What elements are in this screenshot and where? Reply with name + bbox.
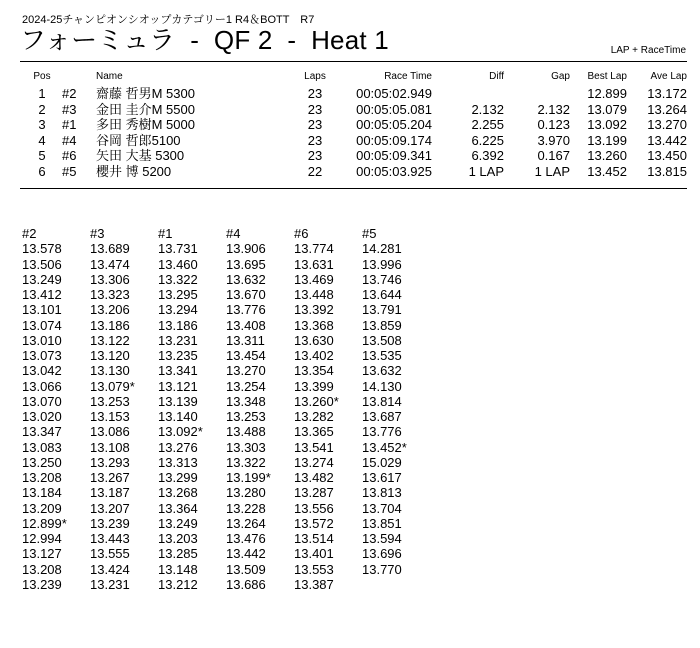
lap-time: 13.535 <box>362 348 402 363</box>
lap-time: 13.322 <box>158 271 198 287</box>
result-best-lap: 13.452 <box>587 163 627 179</box>
lap-time: 13.341 <box>158 363 198 379</box>
table-row <box>22 117 687 133</box>
result-number: #1 <box>62 117 77 133</box>
result-number: #3 <box>62 101 77 117</box>
lap-time: 13.295 <box>158 287 198 302</box>
result-gap: 0.123 <box>537 117 570 133</box>
lap-time: 13.368 <box>294 317 334 333</box>
result-name: 金田 圭介M 5500 <box>96 101 195 117</box>
lap-time: 13.253 <box>90 393 130 409</box>
lap-time: 13.791 <box>362 302 402 318</box>
lap-column-header: #5 <box>362 226 377 241</box>
lap-time: 13.083 <box>22 439 62 455</box>
result-race-time: 00:05:03.925 <box>356 163 432 179</box>
col-number <box>62 71 96 86</box>
page-title: フォーミュラ - QF 2 - Heat 1 <box>20 25 389 55</box>
lap-time: 13.476 <box>226 531 266 546</box>
lap-time: 13.322 <box>226 454 266 470</box>
lap-time: 13.010 <box>22 332 62 348</box>
lap-time: 13.208 <box>22 470 62 485</box>
lap-time: 13.042 <box>22 363 62 379</box>
result-ave-lap: 13.442 <box>647 132 687 148</box>
lap-time: 13.274 <box>294 454 334 470</box>
result-gap: 2.132 <box>537 101 570 117</box>
lap-time: 13.267 <box>90 470 130 485</box>
lap-time: 13.452* <box>362 439 407 455</box>
lap-time: 13.228 <box>226 500 266 516</box>
lap-time: 13.280 <box>226 485 266 501</box>
lap-time: 13.268 <box>158 485 198 501</box>
result-diff: 6.392 <box>471 148 504 164</box>
lap-time: 13.070 <box>22 393 62 409</box>
result-ave-lap: 13.270 <box>647 117 687 133</box>
result-number: #5 <box>62 163 77 179</box>
result-pos: 5 <box>38 148 46 164</box>
lap-time: 13.632 <box>226 271 266 287</box>
col-ave-lap: Ave Lap <box>650 71 687 82</box>
lap-time: 15.029 <box>362 454 402 470</box>
lap-column-header: #1 <box>158 226 173 241</box>
lap-time: 13.774 <box>294 241 334 257</box>
lap-time: 14.130 <box>362 378 402 394</box>
lap-time: 13.996 <box>362 256 402 272</box>
result-ave-lap: 13.815 <box>647 163 687 179</box>
lap-time: 13.101 <box>22 302 62 318</box>
lap-time: 13.282 <box>294 409 334 424</box>
col-name: Name <box>96 71 123 82</box>
lap-time: 13.365 <box>294 424 334 440</box>
result-laps: 22 <box>307 163 323 179</box>
result-name: 齋藤 哲男M 5300 <box>96 86 195 101</box>
lap-time: 13.553 <box>294 561 334 577</box>
lap-time: 13.203 <box>158 531 198 546</box>
lap-column-header: #3 <box>90 226 105 241</box>
lap-time: 13.139 <box>158 393 198 409</box>
lap-time: 13.285 <box>158 546 198 562</box>
lap-time: 13.127 <box>22 546 62 562</box>
lap-time: 13.746 <box>362 271 402 287</box>
lap-time: 13.306 <box>90 271 130 287</box>
lap-time: 13.482 <box>294 470 334 485</box>
result-pos: 1 <box>38 86 46 101</box>
lap-time: 13.206 <box>90 302 130 318</box>
lap-time: 13.408 <box>226 317 266 333</box>
lap-time: 13.469 <box>294 271 334 287</box>
lap-time: 12.899* <box>22 515 67 531</box>
result-laps: 23 <box>307 117 323 133</box>
lap-time: 13.108 <box>90 439 130 455</box>
col-pos: Pos <box>33 71 51 82</box>
lap-time: 13.541 <box>294 439 334 455</box>
lap-time: 13.239 <box>90 515 130 531</box>
lap-time: 13.813 <box>362 485 402 501</box>
lap-time: 13.402 <box>294 348 334 363</box>
lap-time: 13.514 <box>294 531 334 546</box>
lap-time: 13.235 <box>158 348 198 363</box>
lap-time: 13.578 <box>22 241 62 257</box>
lap-time: 13.276 <box>158 439 198 455</box>
lap-column <box>22 226 90 592</box>
result-laps: 23 <box>307 132 323 148</box>
lap-time: 13.086 <box>90 424 130 440</box>
lap-time: 13.347 <box>22 424 62 440</box>
lap-time: 13.299 <box>158 470 198 485</box>
result-best-lap: 13.079 <box>587 101 627 117</box>
lap-time: 13.401 <box>294 546 334 562</box>
lap-time: 13.770 <box>362 561 402 577</box>
result-name: 矢田 大基 5300 <box>96 148 185 164</box>
lap-time: 13.073 <box>22 348 62 363</box>
lap-times-grid <box>22 226 430 592</box>
result-diff: 1 LAP <box>468 163 504 179</box>
lap-time: 13.250 <box>22 454 62 470</box>
lap-time: 13.066 <box>22 378 62 394</box>
table-row <box>22 133 687 149</box>
lap-time: 13.140 <box>158 409 198 424</box>
lap-time: 13.814 <box>362 393 402 409</box>
lap-time: 13.704 <box>362 500 402 516</box>
table-row <box>22 102 687 118</box>
lap-time: 13.442 <box>226 546 266 562</box>
lap-time: 13.184 <box>22 485 62 501</box>
result-race-time: 00:05:05.081 <box>356 101 432 117</box>
lap-time: 13.239 <box>22 576 62 592</box>
results-body <box>22 86 687 180</box>
results-divider <box>20 188 687 189</box>
result-diff <box>432 86 504 102</box>
lap-time: 13.631 <box>294 256 334 272</box>
col-gap: Gap <box>551 71 570 82</box>
lap-time: 13.187 <box>90 485 130 501</box>
lap-time: 13.074 <box>22 317 62 333</box>
lap-time: 13.695 <box>226 256 266 272</box>
lap-time: 13.670 <box>226 287 266 302</box>
lap-time: 13.264 <box>226 515 266 531</box>
lap-time: 13.632 <box>362 363 402 379</box>
lap-time: 13.859 <box>362 317 402 333</box>
lap-time: 13.424 <box>90 561 130 577</box>
result-laps: 23 <box>307 101 323 117</box>
result-name: 谷岡 哲郎5100 <box>96 132 181 148</box>
lap-column-header: #4 <box>226 226 241 241</box>
results-header-row <box>22 71 687 86</box>
results-table <box>22 71 687 180</box>
result-diff: 2.255 <box>471 117 504 133</box>
table-row <box>22 148 687 164</box>
result-pos: 2 <box>38 101 46 117</box>
result-best-lap: 12.899 <box>587 86 627 101</box>
lap-time: 13.474 <box>90 256 130 272</box>
lap-time: 13.120 <box>90 348 130 363</box>
lap-time: 13.686 <box>226 576 266 592</box>
lap-time: 13.186 <box>90 317 130 333</box>
lap-time: 13.249 <box>158 515 198 531</box>
lap-time: 13.293 <box>90 454 130 470</box>
lap-time: 13.696 <box>362 546 402 562</box>
lap-time: 13.364 <box>158 500 198 516</box>
lap-time: 13.254 <box>226 378 266 394</box>
lap-time: 13.294 <box>158 302 198 318</box>
result-gap <box>504 86 570 102</box>
lap-time: 13.906 <box>226 241 266 257</box>
lap-time: 13.208 <box>22 561 62 577</box>
lap-time: 14.281 <box>362 241 402 257</box>
lap-time: 13.287 <box>294 485 334 501</box>
col-best-lap: Best Lap <box>587 71 627 82</box>
result-diff: 2.132 <box>471 101 504 117</box>
lap-time: 13.212 <box>158 576 198 592</box>
lap-time: 13.392 <box>294 302 334 318</box>
lap-time: 13.148 <box>158 561 198 577</box>
lap-time: 13.454 <box>226 348 266 363</box>
lap-time: 13.509 <box>226 561 266 577</box>
result-race-time: 00:05:09.174 <box>356 132 432 148</box>
lap-time: 13.130 <box>90 363 130 379</box>
lap-time: 13.556 <box>294 500 334 516</box>
result-name: 多田 秀樹M 5000 <box>96 117 195 133</box>
result-diff: 6.225 <box>471 132 504 148</box>
result-pos: 4 <box>38 132 46 148</box>
lap-time: 13.630 <box>294 332 334 348</box>
lap-time: 13.122 <box>90 332 130 348</box>
lap-column <box>90 226 158 592</box>
header-divider <box>20 61 687 62</box>
lap-time: 13.443 <box>90 531 130 546</box>
lap-time: 13.079* <box>90 378 135 394</box>
lap-time: 13.387 <box>294 576 334 592</box>
lap-time: 13.303 <box>226 439 266 455</box>
lap-time: 13.594 <box>362 531 402 546</box>
lap-time: 13.399 <box>294 378 334 394</box>
lap-time: 13.231 <box>158 332 198 348</box>
lap-time: 13.348 <box>226 393 266 409</box>
result-ave-lap: 13.264 <box>647 101 687 117</box>
result-ave-lap: 13.450 <box>647 148 687 164</box>
lap-time: 13.253 <box>226 409 266 424</box>
lap-time: 13.092* <box>158 424 203 440</box>
result-name: 櫻井 博 5200 <box>96 163 172 179</box>
lap-time: 13.460 <box>158 256 198 272</box>
lap-time: 13.488 <box>226 424 266 440</box>
lap-time: 13.354 <box>294 363 334 379</box>
lap-time: 13.249 <box>22 271 62 287</box>
lap-column <box>226 226 294 592</box>
lap-time: 13.020 <box>22 409 62 424</box>
lap-time: 13.617 <box>362 470 402 485</box>
result-best-lap: 13.260 <box>587 148 627 164</box>
lap-column <box>158 226 226 592</box>
lap-time: 13.851 <box>362 515 402 531</box>
result-pos: 6 <box>38 163 46 179</box>
result-pos: 3 <box>38 117 46 133</box>
result-gap: 1 LAP <box>534 163 570 179</box>
lap-time: 13.776 <box>226 302 266 318</box>
result-number: #4 <box>62 132 77 148</box>
result-race-time: 00:05:09.341 <box>356 148 432 164</box>
col-race-time: Race Time <box>384 71 432 82</box>
lap-time: 13.689 <box>90 241 130 257</box>
lap-time: 13.731 <box>158 241 198 257</box>
lap-time: 13.776 <box>362 424 402 440</box>
result-laps: 23 <box>307 86 323 101</box>
lap-time: 13.323 <box>90 287 130 302</box>
lap-time: 13.644 <box>362 287 402 302</box>
col-laps: Laps <box>304 71 326 82</box>
result-ave-lap: 13.172 <box>647 86 687 101</box>
lap-column-header: #2 <box>22 226 37 241</box>
result-gap: 0.167 <box>537 148 570 164</box>
lap-time: 13.313 <box>158 454 198 470</box>
lap-time: 13.209 <box>22 500 62 516</box>
table-row <box>22 86 687 102</box>
lap-column <box>362 226 430 592</box>
lap-time: 13.448 <box>294 287 334 302</box>
report-mode-label: LAP + RaceTime <box>610 45 686 56</box>
result-laps: 23 <box>307 148 323 164</box>
result-race-time: 00:05:05.204 <box>356 117 432 133</box>
lap-time: 13.260* <box>294 393 339 409</box>
col-diff: Diff <box>489 71 504 82</box>
lap-column <box>294 226 362 592</box>
result-number: #6 <box>62 148 77 164</box>
lap-time: 13.572 <box>294 515 334 531</box>
lap-time: 13.412 <box>22 287 62 302</box>
lap-time: 12.994 <box>22 531 62 546</box>
result-gap: 3.970 <box>537 132 570 148</box>
lap-time: 13.270 <box>226 363 266 379</box>
lap-time: 13.311 <box>226 332 265 348</box>
table-row <box>22 164 687 180</box>
lap-time: 13.508 <box>362 332 402 348</box>
lap-time: 13.687 <box>362 409 402 424</box>
result-best-lap: 13.199 <box>587 132 627 148</box>
result-number: #2 <box>62 86 77 101</box>
lap-column-header: #6 <box>294 226 309 241</box>
event-subtitle: 2024-25チャンピオンシオップカテゴリー1 R4＆BOTT R7 <box>22 14 315 26</box>
lap-time: 13.555 <box>90 546 130 562</box>
lap-time: 13.231 <box>90 576 130 592</box>
lap-time: 13.186 <box>158 317 198 333</box>
lap-time: 13.199* <box>226 470 271 485</box>
result-best-lap: 13.092 <box>587 117 627 133</box>
lap-time: 13.506 <box>22 256 62 272</box>
lap-time: 13.153 <box>90 409 130 424</box>
lap-time: 13.121 <box>158 378 198 394</box>
result-race-time: 00:05:02.949 <box>356 86 432 101</box>
lap-time: 13.207 <box>90 500 130 516</box>
